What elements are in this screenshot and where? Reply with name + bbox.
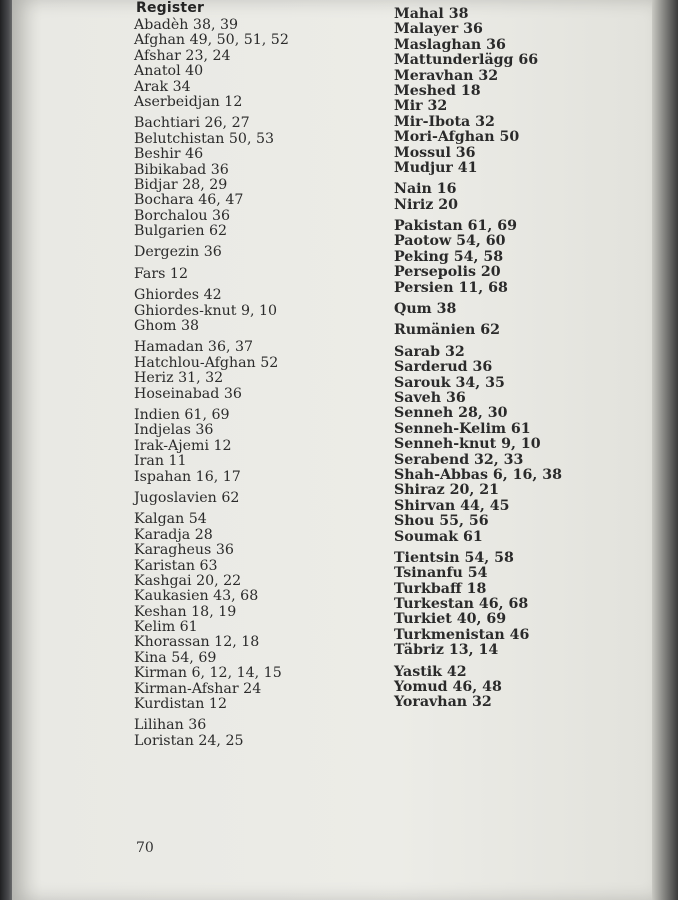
index-entry: Ghiordes-knut 9, 10 [134,302,278,319]
index-entry: Rumänien 62 [394,322,501,339]
index-entry: Senneh-knut 9, 10 [394,436,541,453]
index-entry: Loristan 24, 25 [134,732,244,749]
index-entry: Kirman-Afshar 24 [134,680,262,697]
index-entry: Yastik 42 [394,663,467,680]
index-entry: Mossul 36 [394,144,476,161]
index-entry: Ispahan 16, 17 [134,468,241,485]
index-entry: Turkiet 40, 69 [394,611,507,628]
index-entry: Shiraz 20, 21 [394,482,499,499]
index-entry: Lilihan 36 [134,717,207,734]
index-entry: Shirvan 44, 45 [394,497,510,514]
index-entry: Kina 54, 69 [134,649,217,666]
index-entry: Kashgai 20, 22 [134,572,242,589]
index-entry: Mahal 38 [394,6,469,22]
index-title: Register [136,0,205,16]
index-entry: Tientsin 54, 58 [394,549,514,566]
index-entry: Bochara 46, 47 [134,192,244,209]
index-entry: Hamadan 36, 37 [134,339,254,356]
index-entry: Bibikabad 36 [134,161,229,178]
index-entry: Nain 16 [394,181,457,198]
index-entry: Irak-Ajemi 12 [134,437,232,454]
index-entry: Shou 55, 56 [394,513,489,530]
page-edge [652,0,678,900]
index-entry: Mir-Ibota 32 [394,113,495,130]
index-entry: Mir 32 [394,98,448,115]
index-entry: Meravhan 32 [394,67,499,84]
index-entry: Aserbeidjan 12 [134,93,243,110]
index-entry: Senneh 28, 30 [394,405,508,422]
index-entry: Dergezin 36 [134,244,222,261]
index-column-left [134,18,354,749]
index-entry: Bulgarien 62 [134,223,228,240]
index-entry: Bachtiari 26, 27 [134,115,250,132]
index-entry: Serabend 32, 33 [394,451,524,468]
index-entry: Keshan 18, 19 [134,603,237,620]
index-entry: Mori-Afghan 50 [394,129,520,146]
index-entry: Heriz 31, 32 [134,370,224,387]
index-entry: Maslaghan 36 [394,36,506,53]
index-entry: Pakistan 61, 69 [394,218,518,235]
index-entry: Sarderud 36 [394,359,493,376]
index-entry: Afshar 23, 24 [134,47,231,64]
index-entry: Qum 38 [394,301,457,318]
index-entry: Karagheus 36 [134,542,234,559]
index-entry: Meshed 18 [394,82,481,99]
index-entry: Täbriz 13, 14 [394,642,499,659]
index-entry: Kaukasien 43, 68 [134,588,259,605]
index-entry: Sarab 32 [394,343,465,360]
index-entry: Mudjur 41 [394,159,478,176]
index-entry: Indjelas 36 [134,422,214,439]
index-entry: Persepolis 20 [394,264,501,281]
index-entry: Jugoslavien 62 [134,489,240,506]
index-entry: Turkestan 46, 68 [394,596,529,613]
index-entry: Kelim 61 [134,619,198,636]
index-entry: Hoseinabad 36 [134,385,242,402]
index-entry: Ghiordes 42 [134,287,222,304]
index-entry: Senneh-Kelim 61 [394,420,531,437]
index-entry: Tsinanfu 54 [394,565,488,582]
index-entry: Iran 11 [134,453,187,470]
index-entry: Niriz 20 [394,196,458,213]
index-entry: Peking 54, 58 [394,248,504,265]
index-entry: Saveh 36 [394,389,466,406]
index-entry: Mattunderlägg 66 [394,52,539,69]
index-entry: Anatol 40 [134,63,204,80]
index-entry: Khorassan 12, 18 [134,634,260,651]
page-number: 70 [136,840,154,856]
index-entry: Ghom 38 [134,318,200,335]
index-entry: Sarouk 34, 35 [394,374,505,391]
index-entry: Afghan 49, 50, 51, 52 [134,32,289,49]
index-entry: Kalgan 54 [134,511,207,528]
index-entry: Arak 34 [134,78,191,95]
index-entry: Hatchlou-Afghan 52 [134,354,279,371]
index-entry: Kirman 6, 12, 14, 15 [134,665,282,682]
index-entry: Kurdistan 12 [134,696,227,713]
index-entry: Abadèh 38, 39 [134,17,239,33]
index-entry: Shah-Abbas 6, 16, 38 [394,466,563,483]
index-entry: Soumak 61 [394,528,483,545]
index-entry: Turkbaff 18 [394,580,487,597]
index-entry: Beshir 46 [134,146,204,163]
index-entry: Yomud 46, 48 [394,679,502,696]
index-entry: Turkmenistan 46 [394,626,530,643]
index-entry: Yoravhan 32 [394,694,492,711]
index-entry: Indien 61, 69 [134,406,230,423]
index-entry: Malayer 36 [394,21,483,38]
index-entry: Belutchistan 50, 53 [134,130,275,147]
index-entry: Karadja 28 [134,526,213,543]
index-entry: Borchalou 36 [134,207,231,224]
index-entry: Karistan 63 [134,557,218,574]
book-spine [0,0,12,900]
index-entry: Fars 12 [134,265,188,282]
index-entry: Paotow 54, 60 [394,233,506,250]
index-column-right [394,7,624,711]
index-entry: Persien 11, 68 [394,279,508,296]
index-entry: Bidjar 28, 29 [134,176,228,193]
